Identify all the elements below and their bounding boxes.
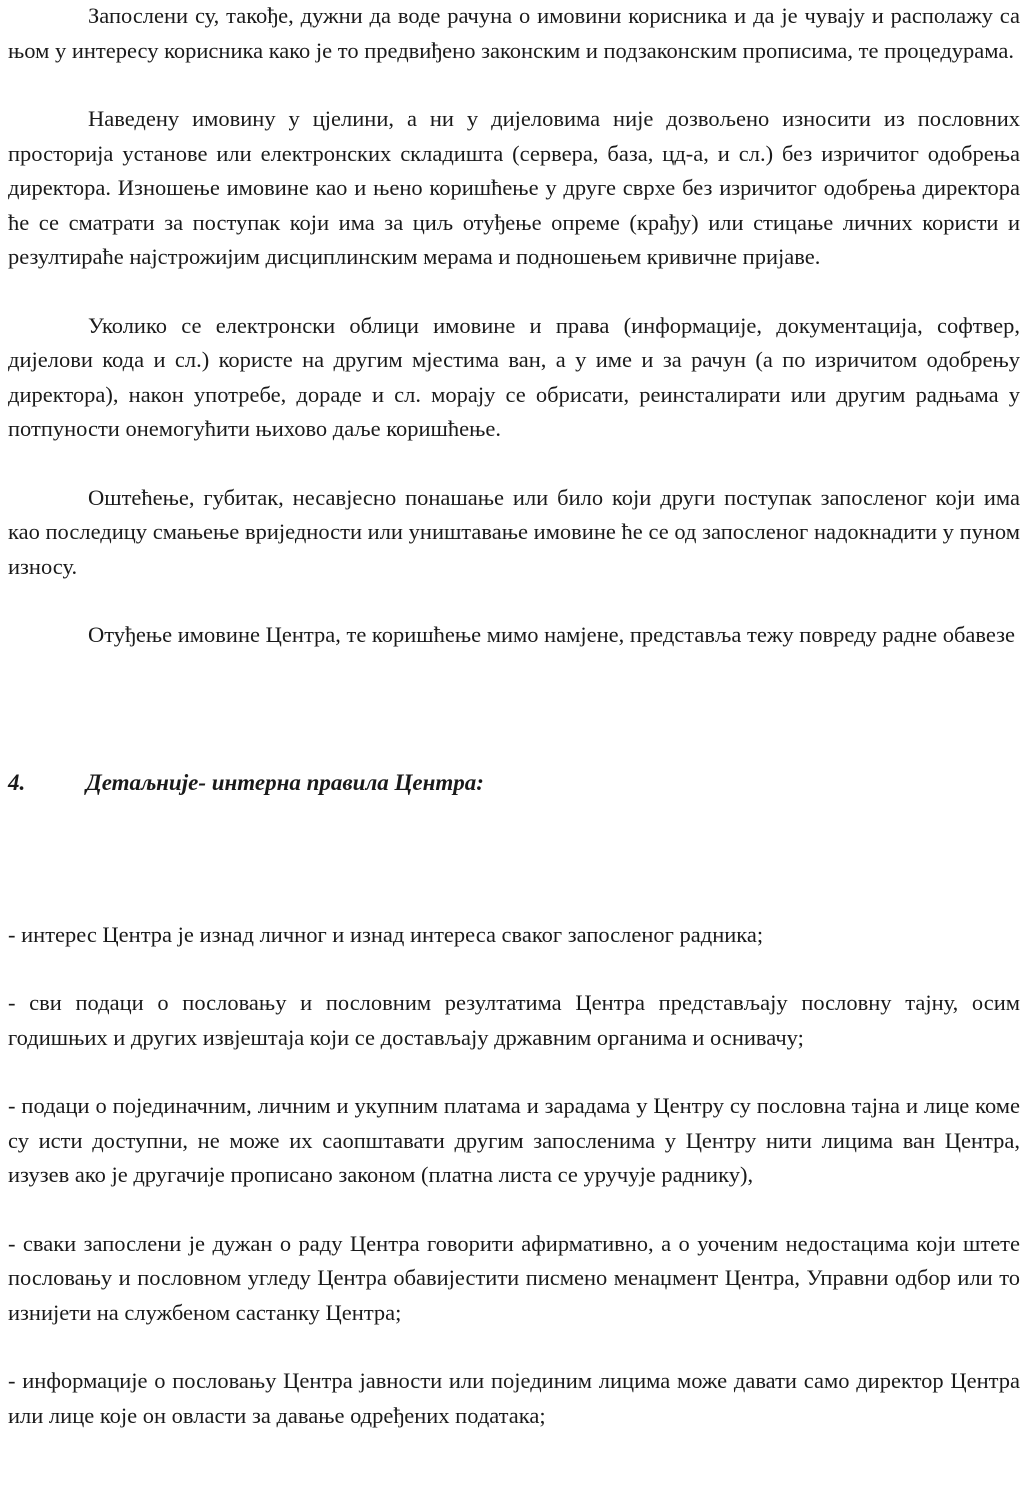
section-title: Детаљније- интерна правила Центра: bbox=[86, 769, 484, 795]
paragraph-asset-removal: Наведену имовину у цјелини, а ни у дијеловима није дозвољено износити из пословних просторија установе или електронских складишта (сервера, база, цд-а, и сл.) без изричитог одобрења директора. Изношење имовине као и њено коришћење у друге сврхе без изричитог одобрења директора ће се сматрати за поступак који има за циљ отуђење опреме (крађу) или стицање личних користи и резултираће најстрожијим дисциплинским мерама и подношењем кривичне пријаве. bbox=[8, 106, 1020, 269]
document-page bbox=[8, 0, 1020, 1433]
rule-item-salary-data: - подаци о појединачним, личним и укупним платама и зарадама у Центру су пословна тајна и лице коме су исти доступни, не може их саопштавати другим запосленима у Центру нити лицима ван Центра, изузев ако је другачије прописано законом (платна листа се уручује раднику), bbox=[8, 1093, 1020, 1187]
paragraph-asset-care: Запослени су, такође, дужни да воде рачуна о имовини корисника и да је чувају и располажу са њом у интересу корисника како је то предвиђено законским и подзаконским прописима, те процедурама. bbox=[8, 3, 1020, 63]
paragraph-misuse-violation: Отуђење имовине Центра, те коришћење мимо намјене, представља тежу повреду радне обавезе bbox=[88, 622, 1016, 647]
rule-item-public-information: - информације о пословању Центра јавности или појединим лицима може давати само директор Центра или лице које он овласти за давање одређених података; bbox=[8, 1368, 1020, 1428]
rule-item-affirmative-speech: - сваки запослени је дужан о раду Центра говорити афирмативно, а о уоченим недостацима који штете пословању и пословном угледу Центра обавијестити писмено менаџмент Центра, Управни одбор или то изнијети на службеном састанку Центра; bbox=[8, 1230, 1020, 1325]
section-heading bbox=[8, 766, 1020, 800]
rule-item-interest: - интерес Центра је изнад личног и изнад интереса сваког запосленог радника; bbox=[8, 921, 764, 947]
section-number: 4. bbox=[8, 769, 26, 795]
paragraph-damage-compensation: Оштећење, губитак, несавјесно понашање или било који други поступак запосленог који има као последицу смањење вриједности или уништавање имовине ће се од запосленог надокнадити у пуном износу. bbox=[8, 484, 1020, 579]
internal-rules-list bbox=[8, 918, 1020, 1434]
asset-obligations-section bbox=[8, 0, 1020, 653]
paragraph-electronic-assets: Уколико се електронски облици имовине и права (информације, документација, софтвер, дијелови кода и сл.) користе на другим мјестима ван, а у име и за рачун (а по изричитом одобрењу директора), након употребе, дораде и сл. морају се обрисати, реинсталирати или другим радњама у потпуности онемогућити њихово даље коришћење. bbox=[8, 312, 1020, 441]
rule-item-business-secret: - сви подаци о пословању и пословним резултатима Центра представљају пословну тајну, осим годишњих и других извјештаја који се достављају државним органима и оснивачу; bbox=[8, 990, 1020, 1050]
